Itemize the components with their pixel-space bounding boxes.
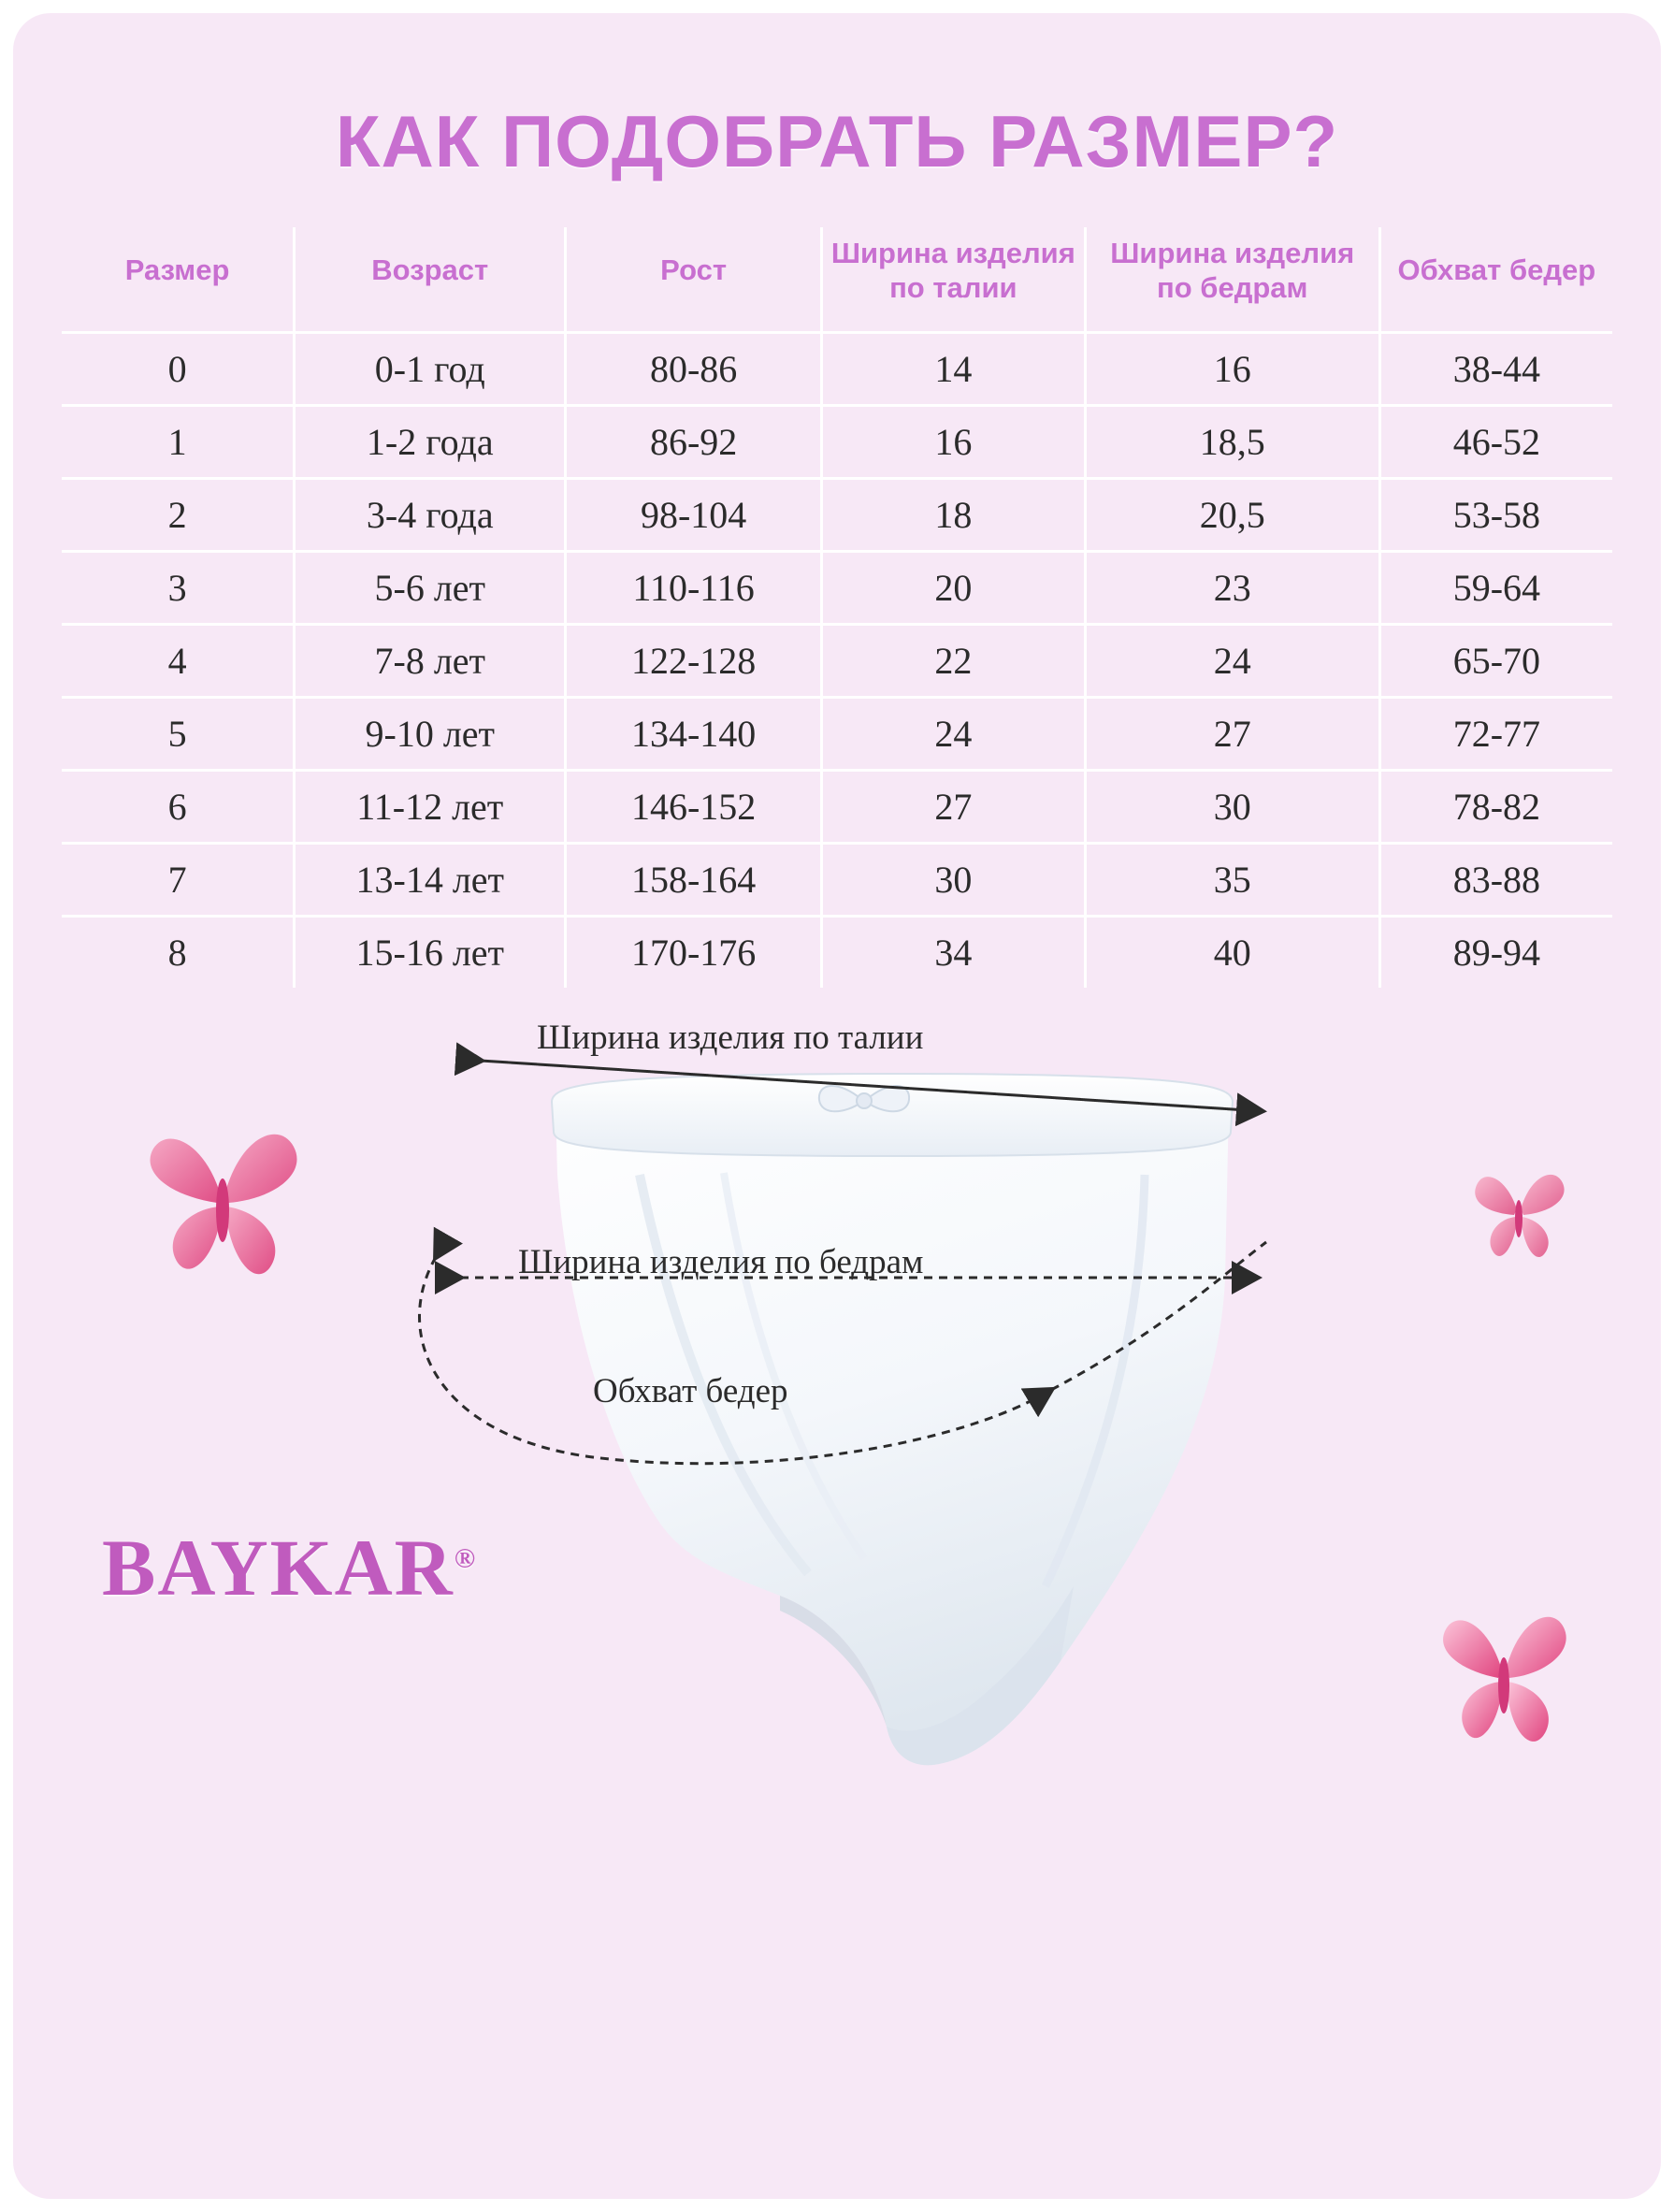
table-row (62, 771, 1612, 844)
cell-waist-width: 22 (821, 625, 1085, 698)
cell-waist-width: 20 (821, 552, 1085, 625)
cell-hip-circumference: 72-77 (1379, 698, 1612, 771)
cell-age: 1-2 года (295, 406, 566, 479)
cell-hip-circumference: 83-88 (1379, 844, 1612, 917)
cell-hip-circumference: 89-94 (1379, 917, 1612, 989)
cell-hip-width: 16 (1085, 333, 1379, 406)
column-header-size: Размер (62, 227, 295, 333)
table-row (62, 333, 1612, 406)
table-row (62, 844, 1612, 917)
cell-hip-circumference: 46-52 (1379, 406, 1612, 479)
column-header-height: Рост (566, 227, 822, 333)
registered-mark: ® (454, 1542, 478, 1574)
cell-hip-circumference: 38-44 (1379, 333, 1612, 406)
cell-size: 5 (62, 698, 295, 771)
column-header-age: Возраст (295, 227, 566, 333)
cell-waist-width: 18 (821, 479, 1085, 552)
butterfly-icon (1416, 1596, 1594, 1764)
cell-waist-width: 30 (821, 844, 1085, 917)
cell-age: 3-4 года (295, 479, 566, 552)
column-header-hip-circumference: Обхват бедер (1397, 253, 1596, 287)
column-header-waist-width: Ширина изделия по талии (821, 227, 1085, 333)
table-row (62, 625, 1612, 698)
cell-waist-width: 14 (821, 333, 1085, 406)
cell-hip-width: 18,5 (1085, 406, 1379, 479)
cell-height: 146-152 (566, 771, 822, 844)
cell-height: 134-140 (566, 698, 822, 771)
cell-hip-circumference: 65-70 (1379, 625, 1612, 698)
cell-age: 11-12 лет (295, 771, 566, 844)
cell-waist-width: 24 (821, 698, 1085, 771)
cell-hip-width: 27 (1085, 698, 1379, 771)
cell-height: 98-104 (566, 479, 822, 552)
cell-height: 170-176 (566, 917, 822, 989)
cell-size: 4 (62, 625, 295, 698)
page-title: КАК ПОДОБРАТЬ РАЗМЕР? (335, 100, 1339, 182)
size-table (62, 227, 1612, 988)
cell-size: 3 (62, 552, 295, 625)
cell-size: 1 (62, 406, 295, 479)
size-guide-card (13, 13, 1661, 2199)
cell-size: 7 (62, 844, 295, 917)
cell-hip-circumference: 53-58 (1379, 479, 1612, 552)
label-waist-width: Ширина изделия по талии (537, 1019, 924, 1058)
cell-waist-width: 27 (821, 771, 1085, 844)
cell-size: 6 (62, 771, 295, 844)
cell-waist-width: 34 (821, 917, 1085, 989)
cell-age: 15-16 лет (295, 917, 566, 989)
table-row (62, 479, 1612, 552)
brand-logo (102, 1521, 477, 1614)
label-hip-width: Ширина изделия по бедрам (518, 1243, 924, 1282)
panties-illustration (499, 1016, 1285, 1839)
cell-hip-width: 23 (1085, 552, 1379, 625)
cell-height: 80-86 (566, 333, 822, 406)
cell-hip-width: 35 (1085, 844, 1379, 917)
cell-height: 110-116 (566, 552, 822, 625)
cell-waist-width: 16 (821, 406, 1085, 479)
size-table-container (62, 227, 1612, 988)
column-header-hip-width: Ширина изделия по бедрам (1085, 227, 1379, 333)
table-row (62, 552, 1612, 625)
cell-age: 13-14 лет (295, 844, 566, 917)
table-row (62, 698, 1612, 771)
cell-age: 9-10 лет (295, 698, 566, 771)
table-row (62, 917, 1612, 989)
cell-height: 86-92 (566, 406, 822, 479)
table-row (62, 406, 1612, 479)
label-hip-circumference: Обхват бедер (593, 1372, 788, 1411)
cell-hip-width: 30 (1085, 771, 1379, 844)
cell-hip-width: 24 (1085, 625, 1379, 698)
cell-hip-circumference: 59-64 (1379, 552, 1612, 625)
cell-height: 158-164 (566, 844, 822, 917)
cell-hip-circumference: 78-82 (1379, 771, 1612, 844)
cell-size: 2 (62, 479, 295, 552)
measurement-diagram (13, 997, 1661, 1858)
butterfly-icon (1458, 1161, 1580, 1273)
cell-age: 5-6 лет (295, 552, 566, 625)
cell-hip-width: 40 (1085, 917, 1379, 989)
cell-size: 0 (62, 333, 295, 406)
cell-height: 122-128 (566, 625, 822, 698)
brand-name: BAYKAR (102, 1523, 455, 1613)
cell-age: 7-8 лет (295, 625, 566, 698)
butterfly-icon (116, 1109, 331, 1296)
cell-hip-width: 20,5 (1085, 479, 1379, 552)
cell-size: 8 (62, 917, 295, 989)
cell-age: 0-1 год (295, 333, 566, 406)
size-table-body (62, 333, 1612, 989)
table-header-row (62, 227, 1612, 333)
